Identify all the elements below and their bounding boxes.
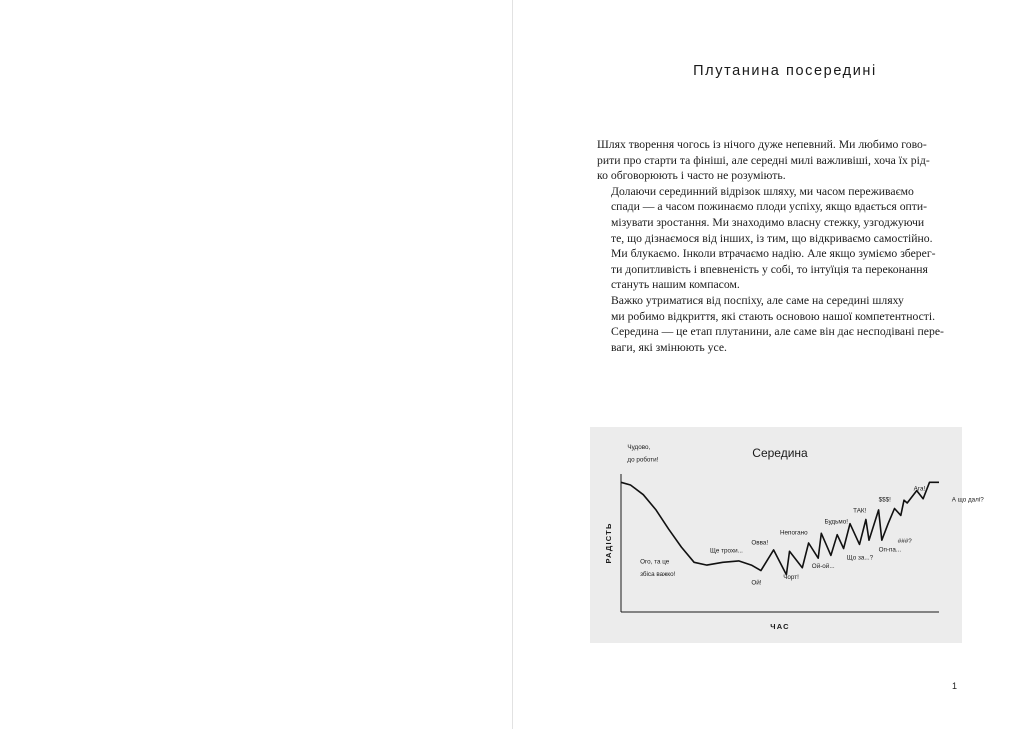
chart-annotation: Ого, та це [640,558,670,566]
chart-annotation: $$$! [878,496,891,504]
chart-annotation: Ще трохи... [710,547,743,555]
chart-annotations [627,444,984,586]
text-line: те, що дізнаємося від інших, із тим, що відкриваємо самостійно. [611,231,933,245]
paragraph-3 [597,293,959,355]
page-number: 1 [951,681,957,691]
text-line: ко обговорюють і часто не розуміють. [597,169,786,183]
text-line: ваги, які змінюють усе. [611,340,727,354]
chart-title: Середина [752,446,808,460]
text-line: ми робимо відкриття, які стають основою нашої компетентності. [611,309,936,323]
chart-annotation: Чорт! [783,573,799,581]
text-line: Важко утриматися від поспіху, але саме на середині шляху [611,293,904,307]
text-line: ти допитливість і впевненість у собі, то інтуїція та переконання [611,262,928,276]
text-line: спади — а часом пожинаємо плоди успіху, якщо вдається опти- [611,200,928,214]
paragraph-2 [597,184,959,293]
chart-annotation: Будьмо! [824,518,848,526]
chart-annotation: до роботи! [627,456,659,464]
chart-annotation: Ага! [913,485,926,493]
chart-annotation: Оп-па... [878,546,902,554]
chart-annotation: Ой! [751,579,762,587]
paragraph-1 [597,137,959,184]
chart-annotation: Овва! [751,539,769,547]
chart-figure [590,427,984,643]
chart-annotation: ###? [897,538,912,545]
chart-annotation: Чудово, [627,444,651,452]
chart-annotation: ТАК! [853,507,867,515]
chart-svg [590,427,984,643]
right-page [513,0,1024,729]
text-line: Середина — це етап плутанини, але саме він дає несподівані пере- [611,325,944,339]
text-line: Ми блукаємо. Інколи втрачаємо надію. Але якщо зуміємо зберег- [611,247,936,261]
text-line: Долаючи серединний відрізок шляху, ми часом переживаємо [611,184,914,198]
chart-annotation: Що за...? [846,554,874,562]
body-text [597,137,959,355]
chapter-title: Плутанина посередині [693,63,877,79]
text-line: мізувати зростання. Ми знаходимо власну стежку, узгоджуючи [611,215,925,229]
chart-annotation: збіса важко! [640,571,676,579]
text-line: стануть нашим компасом. [611,278,740,292]
chart-annotation: Непогано [780,529,808,537]
y-axis-label: РАДІСТЬ [604,522,613,564]
chart-annotation: А що далі? [951,496,984,504]
chart-annotation: Ой-ой... [811,562,835,570]
x-axis-label: ЧАС [770,622,790,631]
text-line: Шлях творення чогось із нічого дуже непевний. Ми любимо гово- [597,138,927,151]
text-line: рити про старти та фініші, але середні милі важливіші, хоча їх рід- [597,153,930,167]
